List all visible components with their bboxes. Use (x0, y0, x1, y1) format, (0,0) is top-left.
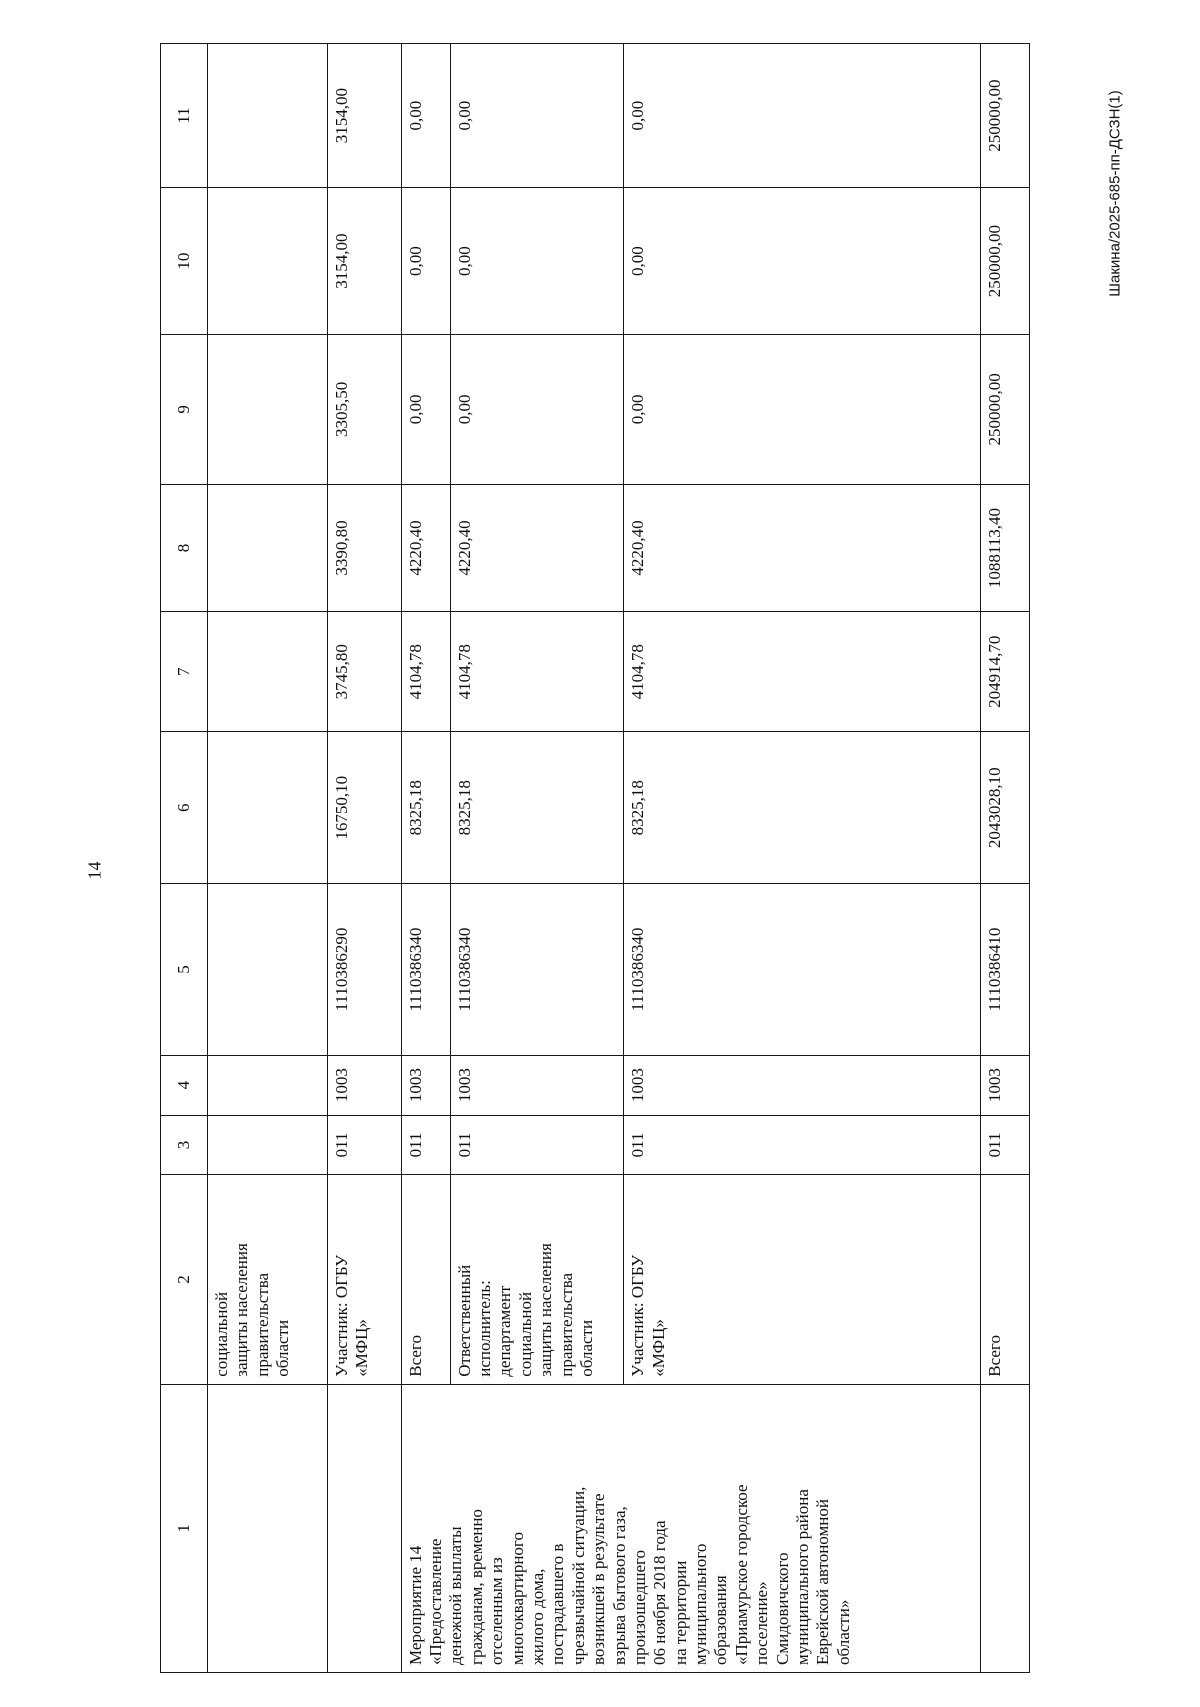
participant-cell: Участник: ОГБУ «МФЦ» (328, 1175, 402, 1384)
value-cell: 16750,10 (328, 732, 402, 884)
measure-14-description: Мероприятие 14 «Предоставление денежной выплаты гражданам, временно отселенным из многоквартирного жилого дома, пострадавшего в чрезвычайной ситуации, возникшей в результате взрыва бытового газа, произошедшего 06 ноября 2018 года на территории муниципального образования «Приамурское городское поселение» Смидовичского муниципального района Еврейской автономной области» (401, 1384, 980, 1672)
column-header: 6 (161, 732, 208, 884)
value-cell: 3390,80 (328, 484, 402, 612)
rotated-table-container (160, 43, 1030, 1673)
column-header: 8 (161, 484, 208, 612)
value-cell: 4220,40 (401, 484, 450, 612)
value-cell: 1110386340 (450, 884, 624, 1055)
value-cell: 1003 (980, 1055, 1029, 1115)
value-cell: 1110386340 (401, 884, 450, 1055)
value-cell: 2043028,10 (980, 732, 1029, 884)
value-cell: 8325,18 (450, 732, 624, 884)
column-header: 4 (161, 1055, 208, 1115)
value-cell: 3154,00 (328, 188, 402, 335)
document-code: Шакина/2025-685-пп-ДСЗН(1) (1106, 90, 1124, 297)
value-cell (207, 884, 327, 1055)
value-cell: 8325,18 (624, 732, 981, 884)
value-cell: 011 (328, 1115, 402, 1175)
value-cell: 3154,00 (328, 44, 402, 188)
value-cell (207, 1055, 327, 1115)
page-number: 14 (84, 861, 105, 880)
value-cell: 250000,00 (980, 188, 1029, 335)
value-cell (207, 188, 327, 335)
column-header: 2 (161, 1175, 208, 1384)
value-cell: 250000,00 (980, 335, 1029, 485)
value-cell: 0,00 (401, 44, 450, 188)
value-cell: 011 (980, 1115, 1029, 1175)
column-header: 9 (161, 335, 208, 485)
value-cell: 0,00 (450, 44, 624, 188)
value-cell (207, 335, 327, 485)
value-cell: 1003 (401, 1055, 450, 1115)
budget-table (160, 43, 1030, 1673)
value-cell: 3745,80 (328, 612, 402, 732)
column-header: 1 (161, 1384, 208, 1672)
value-cell: 204914,70 (980, 612, 1029, 732)
value-cell: 3305,50 (328, 335, 402, 485)
value-cell: 0,00 (450, 188, 624, 335)
row-label-cell (328, 1384, 402, 1672)
value-cell: 1110386290 (328, 884, 402, 1055)
value-cell: 0,00 (624, 188, 981, 335)
participant-cell: социальной защиты населения правительства области (207, 1175, 327, 1384)
value-cell: 1110386410 (980, 884, 1029, 1055)
participant-cell: Ответственный исполнитель: департамент социальной защиты населения правительства области (450, 1175, 624, 1384)
column-header: 10 (161, 188, 208, 335)
column-header: 7 (161, 612, 208, 732)
value-cell: 1110386340 (624, 884, 981, 1055)
value-cell (207, 44, 327, 188)
table-row (207, 44, 327, 1673)
header-row (161, 44, 208, 1673)
value-cell: 0,00 (401, 335, 450, 485)
value-cell: 4104,78 (401, 612, 450, 732)
value-cell: 4104,78 (450, 612, 624, 732)
table-row (401, 44, 450, 1673)
value-cell: 4220,40 (624, 484, 981, 612)
value-cell: 1003 (450, 1055, 624, 1115)
value-cell: 1003 (624, 1055, 981, 1115)
value-cell: 4104,78 (624, 612, 981, 732)
value-cell: 4220,40 (450, 484, 624, 612)
value-cell: 0,00 (450, 335, 624, 485)
row-label-cell (980, 1384, 1029, 1672)
column-header: 3 (161, 1115, 208, 1175)
column-header: 11 (161, 44, 208, 188)
value-cell: 8325,18 (401, 732, 450, 884)
participant-cell: Участник: ОГБУ «МФЦ» (624, 1175, 981, 1384)
value-cell: 011 (624, 1115, 981, 1175)
value-cell (207, 612, 327, 732)
value-cell (207, 484, 327, 612)
value-cell: 250000,00 (980, 44, 1029, 188)
value-cell: 011 (401, 1115, 450, 1175)
value-cell: 0,00 (624, 44, 981, 188)
value-cell: 0,00 (624, 335, 981, 485)
value-cell (207, 732, 327, 884)
table-row (980, 44, 1029, 1673)
participant-cell: Всего (980, 1175, 1029, 1384)
value-cell: 1088113,40 (980, 484, 1029, 612)
value-cell: 011 (450, 1115, 624, 1175)
participant-cell: Всего (401, 1175, 450, 1384)
row-label-cell (207, 1384, 327, 1672)
value-cell (207, 1115, 327, 1175)
table-row (328, 44, 402, 1673)
column-header: 5 (161, 884, 208, 1055)
value-cell: 1003 (328, 1055, 402, 1115)
value-cell: 0,00 (401, 188, 450, 335)
